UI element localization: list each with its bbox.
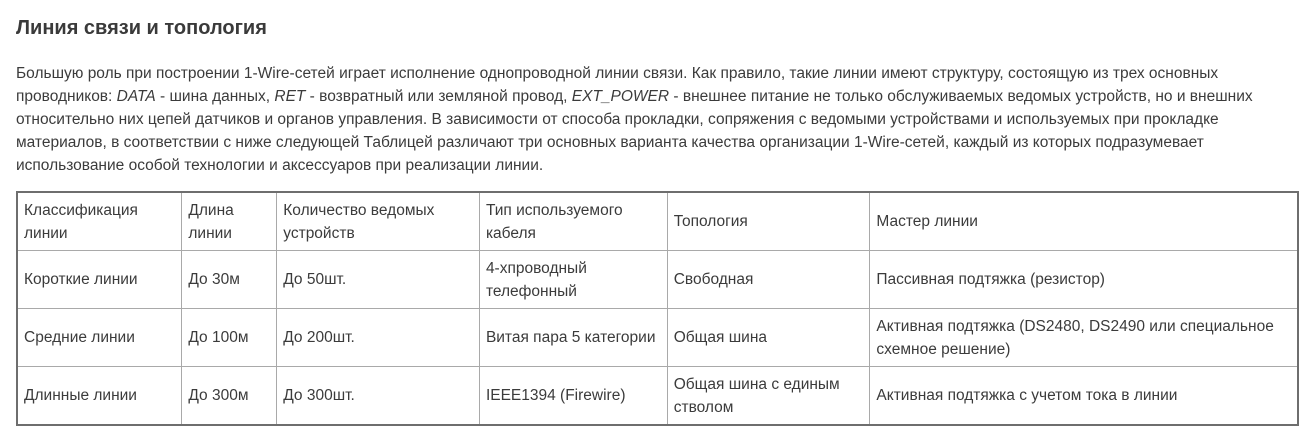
term-ext-power: EXT_POWER	[571, 88, 670, 105]
table-cell: Длинные линии	[17, 367, 182, 426]
table-header-row	[17, 192, 1298, 251]
table-cell: Общая шина с единым стволом	[667, 367, 870, 426]
table-cell: До 300шт.	[277, 367, 480, 426]
table-cell: Активная подтяжка (DS2480, DS2490 или специальное схемное решение)	[870, 309, 1298, 367]
table-cell: Средние линии	[17, 309, 182, 367]
intro-text-2: - шина данных,	[155, 88, 275, 105]
intro-text-4: - внешнее питание не только обслуживаемых ведомых устройств, но и внешних относительно них цепей датчиков и органов управления. В зависимости от способа прокладки, сопряжения с ведомыми устройствами и используемых при прокладке материалов, в соответствии с ниже следующей Таблицей различают три основных варианта качества организации 1-Wire-сетей, каждый из которых подразумевает использование особой технологии и аксессуаров при реализации линии.	[16, 88, 1253, 174]
table-cell: До 30м	[182, 251, 277, 309]
header-cell-cable-type: Тип используемого кабеля	[479, 192, 667, 251]
table-cell: До 200шт.	[277, 309, 480, 367]
table-cell: Общая шина	[667, 309, 870, 367]
term-ret: RET	[274, 88, 306, 105]
table-cell: Активная подтяжка с учетом тока в линии	[870, 367, 1298, 426]
header-cell-master: Мастер линии	[870, 192, 1298, 251]
header-cell-device-count: Количество ведомых устройств	[277, 192, 480, 251]
table-cell: Витая пара 5 категории	[479, 309, 667, 367]
term-data: DATA	[116, 88, 156, 105]
table-row	[17, 251, 1298, 309]
table-row	[17, 367, 1298, 426]
table-cell: IEEE1394 (Firewire)	[479, 367, 667, 426]
table-cell: До 300м	[182, 367, 277, 426]
intro-text-3: - возвратный или земляной провод,	[305, 88, 572, 105]
table-cell: Пассивная подтяжка (резистор)	[870, 251, 1298, 309]
table-cell: До 50шт.	[277, 251, 480, 309]
intro-text-1: Большую роль при построении 1-Wire-сетей играет исполнение однопроводной линии связи. Как правило, такие линии имеют структуру, состоящую из трех основных проводников:	[16, 65, 1219, 105]
table-cell: Короткие линии	[17, 251, 182, 309]
table-row	[17, 309, 1298, 367]
header-cell-classification: Классификация линии	[17, 192, 182, 251]
table-cell: 4-хпроводный телефонный	[479, 251, 667, 309]
line-classification-table	[16, 191, 1299, 426]
header-cell-topology: Топология	[667, 192, 870, 251]
intro-paragraph	[16, 62, 1286, 177]
header-cell-length: Длина линии	[182, 192, 277, 251]
table-cell: До 100м	[182, 309, 277, 367]
section-title: Линия связи и топология	[16, 17, 267, 39]
table-cell: Свободная	[667, 251, 870, 309]
